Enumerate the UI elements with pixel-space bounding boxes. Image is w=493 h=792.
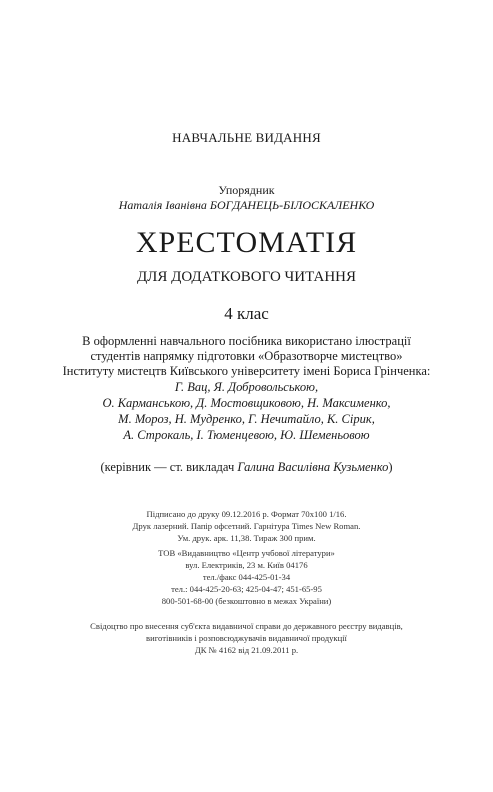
illustrations-intro-line: студентів напрямку підготовки «Образотворче мистецтво» [90, 349, 403, 363]
supervisor-name: Галина Василівна Кузьменко [237, 460, 389, 474]
book-subtitle: ДЛЯ ДОДАТКОВОГО ЧИТАННЯ [136, 269, 357, 285]
publisher-line: тел./факс 044-425-01-34 [202, 572, 291, 582]
print-info-line: Підписано до друку 09.12.2016 р. Формат 70х100 1/16. [146, 509, 347, 519]
illustrator-names-line: Г. Вац, Я. Добровольською, [174, 380, 319, 394]
compiler-name: Наталія Іванівна БОГДАНЕЦЬ-БІЛОСКАЛЕНКО [118, 198, 375, 212]
illustrator-names-line: М. Мороз, Н. Мудренко, Г. Нечитайло, К. Сірик, [118, 412, 375, 426]
book-title: ХРЕСТОМАТІЯ [135, 226, 358, 259]
publisher-line: тел.: 044-425-20-63; 425-04-47; 451-65-95 [171, 584, 322, 594]
certificate-line: Свідоцтво про внесення суб'єкта видавничої справи до державного реєстру видавців, [90, 621, 403, 631]
print-info-line: Друк лазерний. Папір офсетний. Гарнітура Times New Roman. [132, 521, 361, 531]
grade-label: 4 клас [224, 304, 269, 323]
certificate-line: ДК № 4162 від 21.09.2011 р. [194, 645, 299, 655]
print-info-line: Ум. друк. арк. 11,38. Тираж 300 прим. [177, 533, 316, 543]
compiler-label: Упорядник [218, 183, 275, 197]
supervisor-suffix: ) [388, 460, 393, 474]
publisher-line: 800-501-68-00 (безкоштовно в межах України) [161, 596, 332, 606]
illustrator-names-line: А. Строкаль, І. Тюменцевою, Ю. Шеменьовою [123, 428, 370, 442]
publication-kind: НАВЧАЛЬНЕ ВИДАННЯ [172, 130, 321, 145]
supervisor-prefix: (керівник — ст. викладач [100, 460, 238, 474]
publisher-line: вул. Електриків, 23 м. Київ 04176 [185, 560, 308, 570]
illustrations-intro-line: В оформленні навчального посібника використано ілюстрації [82, 334, 411, 348]
supervisor-line [0, 460, 493, 475]
illustrations-intro-line: Інституту мистецтв Київського університету імені Бориса Грінченка: [62, 364, 431, 378]
illustrator-names-line: О. Карманською, Д. Мостовщиковою, Н. Максименко, [102, 396, 391, 410]
publisher-line: ТОВ «Видавництво «Центр учбової літератури» [158, 548, 335, 558]
certificate-line: виготівників і розповсюджувачів видавничої продукції [146, 633, 347, 643]
